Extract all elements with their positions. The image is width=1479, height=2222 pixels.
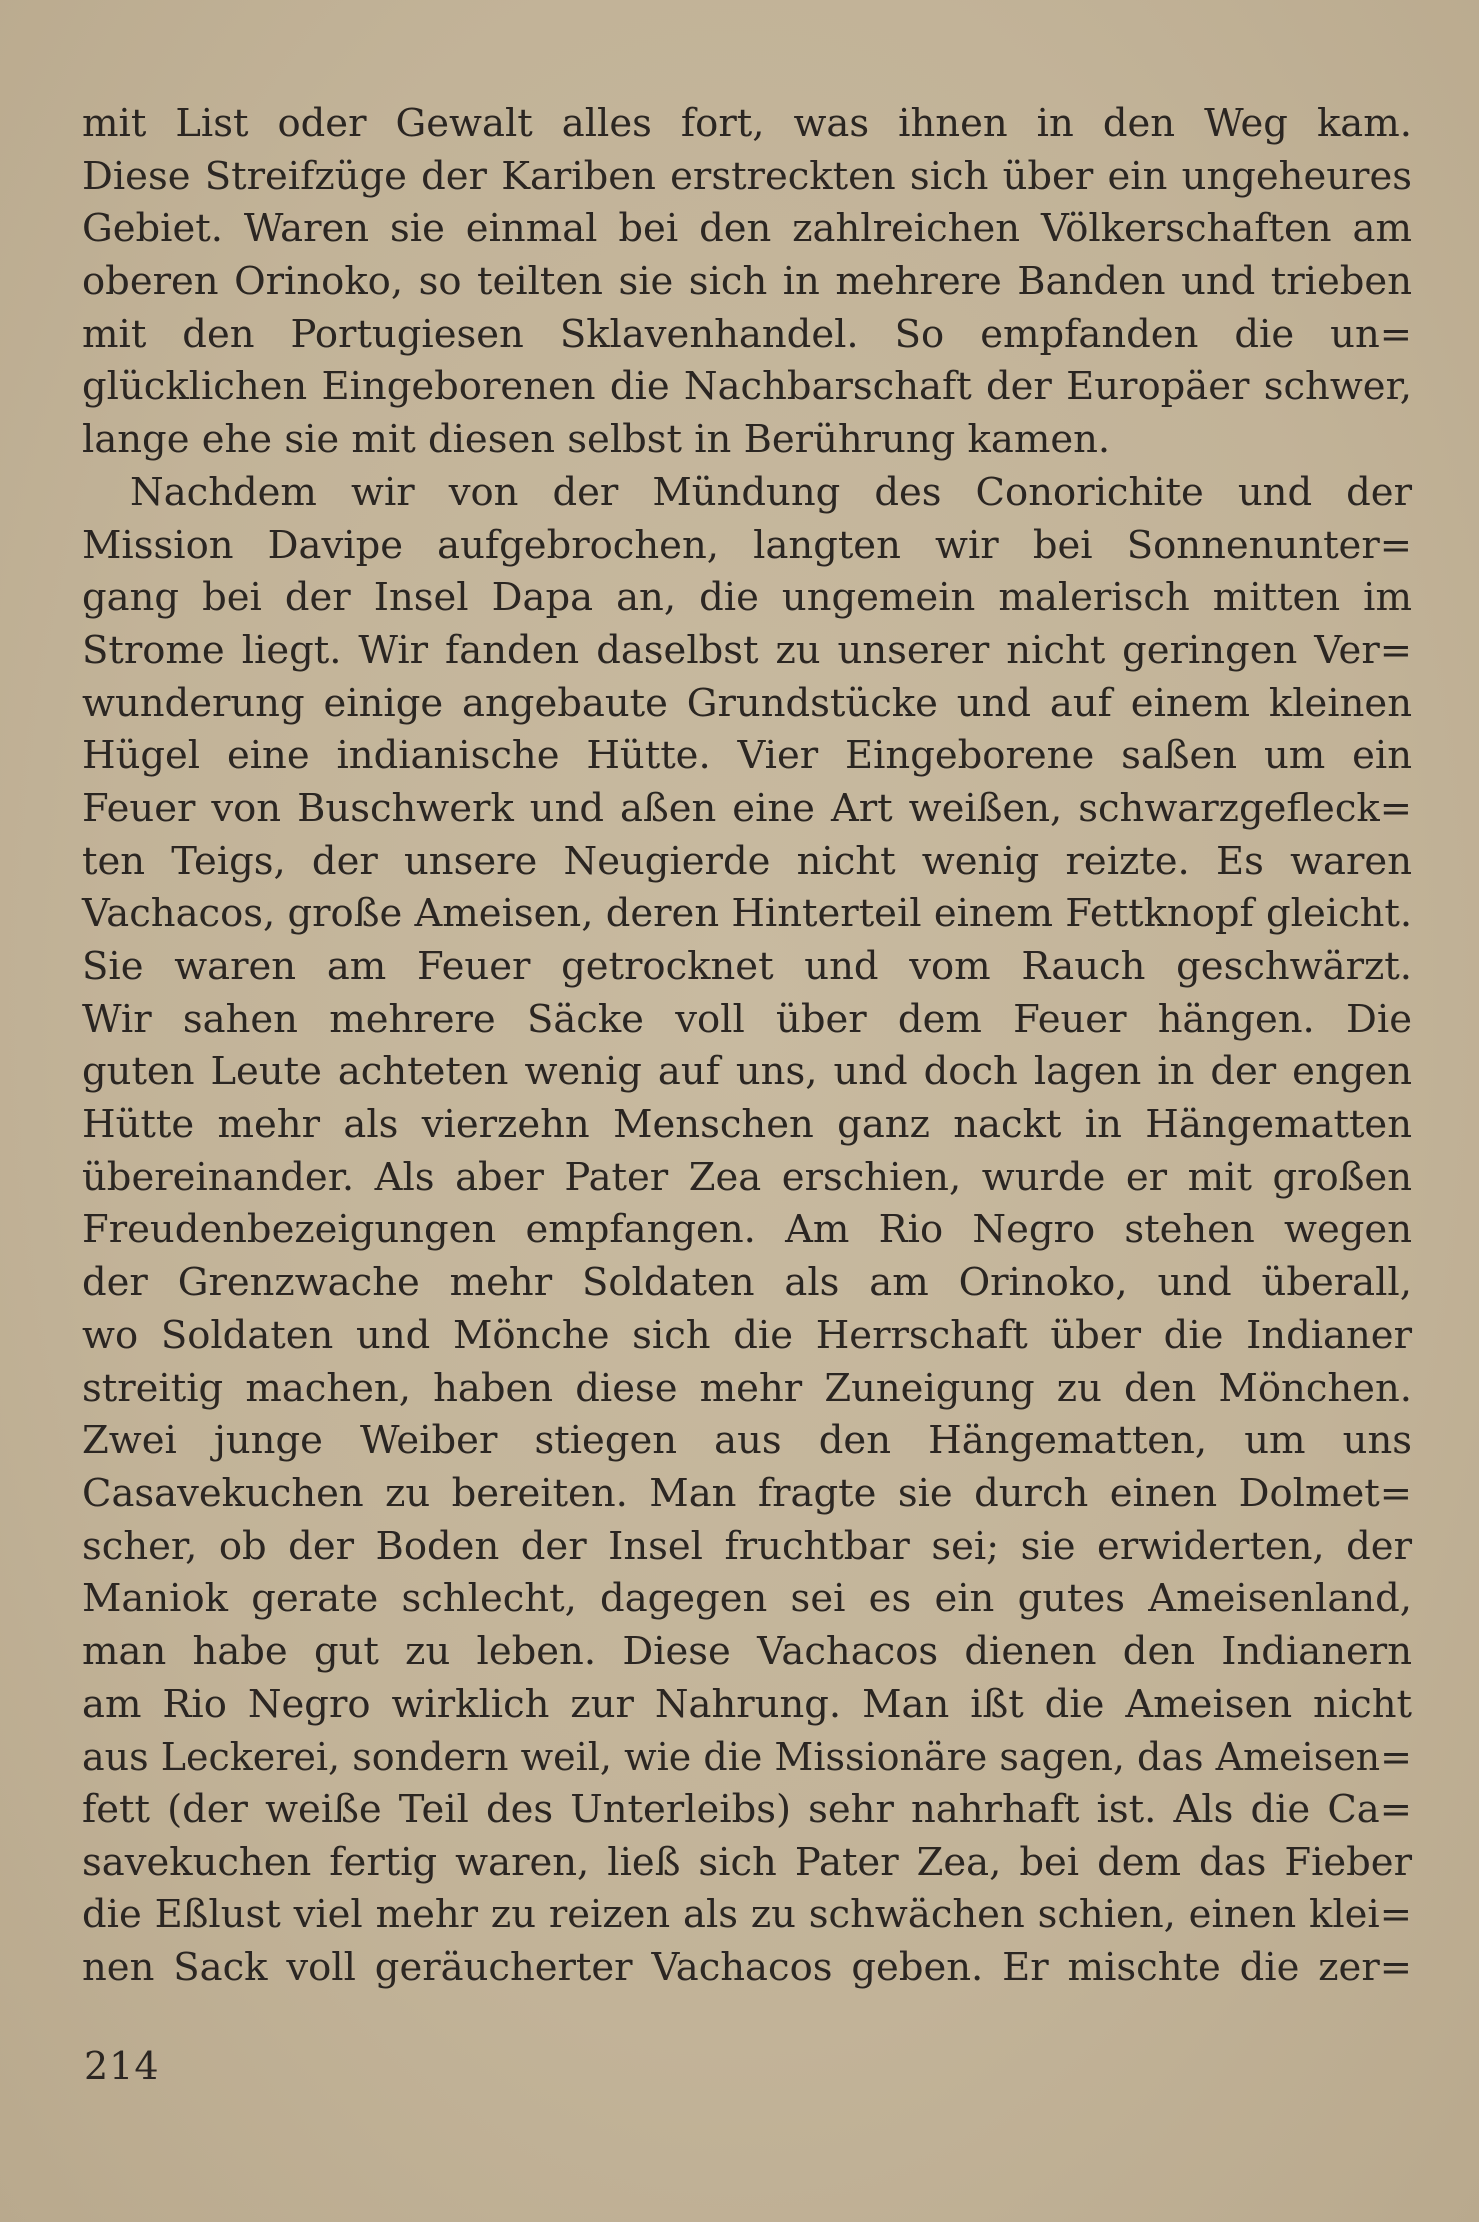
- text-line: Wir sahen mehrere Säcke voll über dem Feuer hängen. Die: [82, 996, 1412, 1042]
- text-line: Gebiet. Waren sie einmal bei den zahlreichen Völkerschaften am: [82, 206, 1412, 252]
- text-line: die Eßlust viel mehr zu reizen als zu schwächen schien, einen klei=: [82, 1892, 1412, 1938]
- text-line: Zwei junge Weiber stiegen aus den Hängematten, um uns: [82, 1418, 1412, 1464]
- text-line: Vachacos, große Ameisen, deren Hinterteil einem Fettknopf gleicht.: [82, 891, 1413, 937]
- text-line: am Rio Negro wirklich zur Nahrung. Man ißt die Ameisen nicht: [82, 1681, 1412, 1727]
- text-line: gang bei der Insel Dapa an, die ungemein malerisch mitten im: [82, 575, 1412, 621]
- text-line: Hügel eine indianische Hütte. Vier Eingeborene saßen um ein: [82, 733, 1412, 779]
- body-text: [82, 98, 1412, 1995]
- text-line: Casavekuchen zu bereiten. Man fragte sie durch einen Dolmet=: [82, 1470, 1412, 1516]
- text-line: aus Leckerei, sondern weil, wie die Missionäre sagen, das Ameisen=: [82, 1735, 1412, 1780]
- text-line: nen Sack voll geräucherter Vachacos geben. Er mischte die zer=: [82, 1945, 1412, 1991]
- text-line: guten Leute achteten wenig auf uns, und doch lagen in der engen: [82, 1049, 1412, 1095]
- paragraph-start-line: Nachdem wir von der Mündung des Conorichite und der: [130, 469, 1412, 515]
- text-line: Diese Streifzüge der Kariben erstreckten sich über ein ungeheures: [82, 153, 1412, 199]
- text-line: Maniok gerate schlecht, dagegen sei es ein gutes Ameisenland,: [82, 1576, 1412, 1622]
- text-line: mit den Portugiesen Sklavenhandel. So empfanden die un=: [82, 311, 1412, 357]
- text-line: übereinander. Als aber Pater Zea erschien, wurde er mit großen: [82, 1154, 1412, 1200]
- text-line: Strome liegt. Wir fanden daselbst zu unserer nicht geringen Ver=: [82, 627, 1412, 673]
- text-line: Mission Davipe aufgebrochen, langten wir bei Sonnenunter=: [82, 522, 1412, 568]
- text-line: man habe gut zu leben. Diese Vachacos dienen den Indianern: [82, 1628, 1412, 1674]
- text-line: lange ehe sie mit diesen selbst in Berührung kamen.: [82, 417, 1111, 463]
- text-line: scher, ob der Boden der Insel fruchtbar sei; sie erwiderten, der: [82, 1523, 1412, 1569]
- text-line: savekuchen fertig waren, ließ sich Pater Zea, bei dem das Fieber: [82, 1839, 1412, 1885]
- text-line: wunderung einige angebaute Grundstücke und auf einem kleinen: [82, 680, 1412, 726]
- text-line: Feuer von Buschwerk und aßen eine Art weißen, schwarzgefleck=: [82, 785, 1412, 831]
- text-line: Hütte mehr als vierzehn Menschen ganz nackt in Hängematten: [82, 1102, 1412, 1148]
- text-line: streitig machen, haben diese mehr Zuneigung zu den Mönchen.: [82, 1365, 1412, 1411]
- text-line: der Grenzwache mehr Soldaten als am Orinoko, und überall,: [82, 1260, 1412, 1306]
- text-line: ten Teigs, der unsere Neugierde nicht wenig reizte. Es waren: [82, 838, 1412, 884]
- text-line: mit List oder Gewalt alles fort, was ihnen in den Weg kam.: [82, 101, 1412, 146]
- text-line: wo Soldaten und Mönche sich die Herrschaft über die Indianer: [82, 1312, 1412, 1358]
- text-line: glücklichen Eingeborenen die Nachbarschaft der Europäer schwer,: [82, 364, 1412, 410]
- text-line: Sie waren am Feuer getrocknet und vom Rauch geschwärzt.: [82, 944, 1412, 989]
- text-line: oberen Orinoko, so teilten sie sich in mehrere Banden und trieben: [82, 259, 1412, 305]
- page-number: 214: [84, 2044, 160, 2088]
- text-line: fett (der weiße Teil des Unterleibs) sehr nahrhaft ist. Als die Ca=: [82, 1787, 1412, 1832]
- text-line: Freudenbezeigungen empfangen. Am Rio Negro stehen wegen: [82, 1207, 1412, 1253]
